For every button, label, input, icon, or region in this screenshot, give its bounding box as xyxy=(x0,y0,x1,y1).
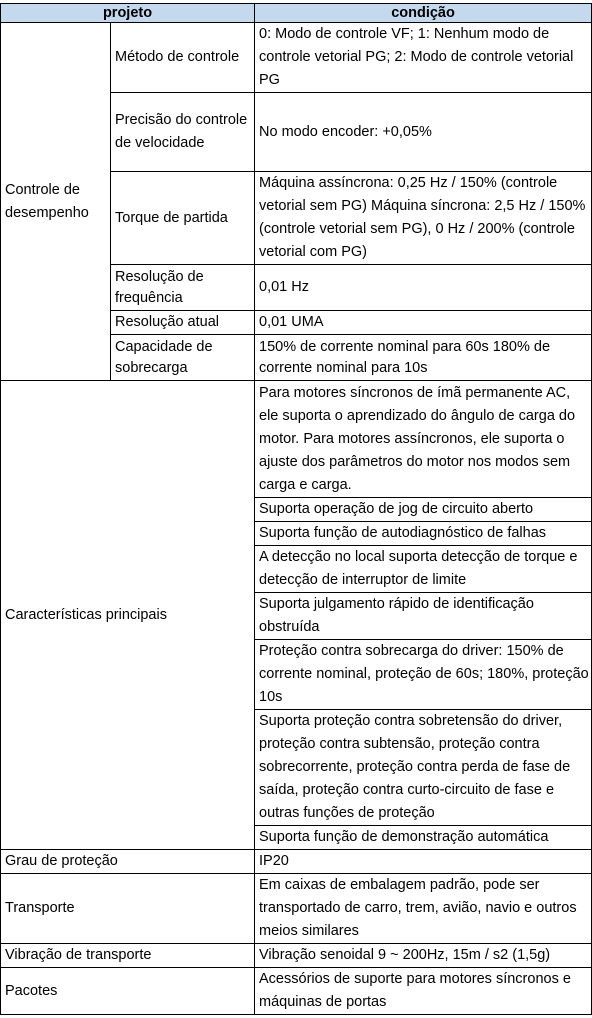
header-project: projeto xyxy=(1,4,255,23)
item-label: Vibração de transporte xyxy=(1,944,255,968)
item-label: Método de controle xyxy=(111,23,255,93)
feature-value: Suporta julgamento rápido de identificação obstruída xyxy=(255,593,592,640)
table-row xyxy=(1,968,592,1015)
feature-value: Suporta operação de jog de circuito aberto xyxy=(255,498,592,522)
feature-value: Para motores síncronos de ímã permanente AC, ele suporta o aprendizado do ângulo de carga do motor. Para motores assíncronos, ele suporta o ajuste dos parâmetros do motor nos modos sem carga e carga. xyxy=(255,381,592,498)
feature-value: Suporta função de autodiagnóstico de falhas xyxy=(255,522,592,546)
table-row xyxy=(1,874,592,944)
item-label: Resolução de frequência xyxy=(111,265,255,311)
table-row xyxy=(1,381,592,498)
spec-table xyxy=(0,3,592,1015)
item-value: No modo encoder: +0,05% xyxy=(255,93,592,172)
item-value: Em caixas de embalagem padrão, pode ser transportado de carro, trem, avião, navio e outros meios similares xyxy=(255,874,592,944)
features-group-label: Características principais xyxy=(1,381,255,850)
table-row xyxy=(1,850,592,874)
item-label: Pacotes xyxy=(1,968,255,1015)
header-condition: condição xyxy=(255,4,592,23)
item-value: IP20 xyxy=(255,850,592,874)
item-label: Torque de partida xyxy=(111,172,255,265)
performance-group-label: Controle de desempenho xyxy=(1,23,111,381)
feature-value: Suporta função de demonstração automática xyxy=(255,826,592,850)
item-value: 150% de corrente nominal para 60s 180% de corrente nominal para 10s xyxy=(255,335,592,381)
item-label: Capacidade de sobrecarga xyxy=(111,335,255,381)
item-value: 0,01 Hz xyxy=(255,265,592,311)
item-label: Precisão do controle de velocidade xyxy=(111,93,255,172)
feature-value: A detecção no local suporta detecção de torque e detecção de interruptor de limite xyxy=(255,546,592,593)
item-label: Resolução atual xyxy=(111,311,255,335)
item-value: Vibração senoidal 9 ~ 200Hz, 15m / s2 (1,5g) xyxy=(255,944,592,968)
feature-value: Suporta proteção contra sobretensão do driver, proteção contra subtensão, proteção contra sobrecorrente, proteção contra perda de fase de saída, proteção contra curto-circuito de fase e outras funções de proteção xyxy=(255,710,592,826)
item-label: Transporte xyxy=(1,874,255,944)
item-value: 0: Modo de controle VF; 1: Nenhum modo de controle vetorial PG; 2: Modo de controle vetorial PG xyxy=(255,23,592,93)
item-value: Acessórios de suporte para motores síncronos e máquinas de portas xyxy=(255,968,592,1015)
item-label: Grau de proteção xyxy=(1,850,255,874)
header-row xyxy=(1,4,592,23)
feature-value: Proteção contra sobrecarga do driver: 150% de corrente nominal, proteção de 60s; 180%, proteção 10s xyxy=(255,640,592,710)
table-row xyxy=(1,944,592,968)
table-row xyxy=(1,23,592,93)
item-value: Máquina assíncrona: 0,25 Hz / 150% (controle vetorial sem PG) Máquina síncrona: 2,5 Hz / 150% (controle vetorial sem PG), 0 Hz / 200% (controle vetorial com PG) xyxy=(255,172,592,265)
item-value: 0,01 UMA xyxy=(255,311,592,335)
